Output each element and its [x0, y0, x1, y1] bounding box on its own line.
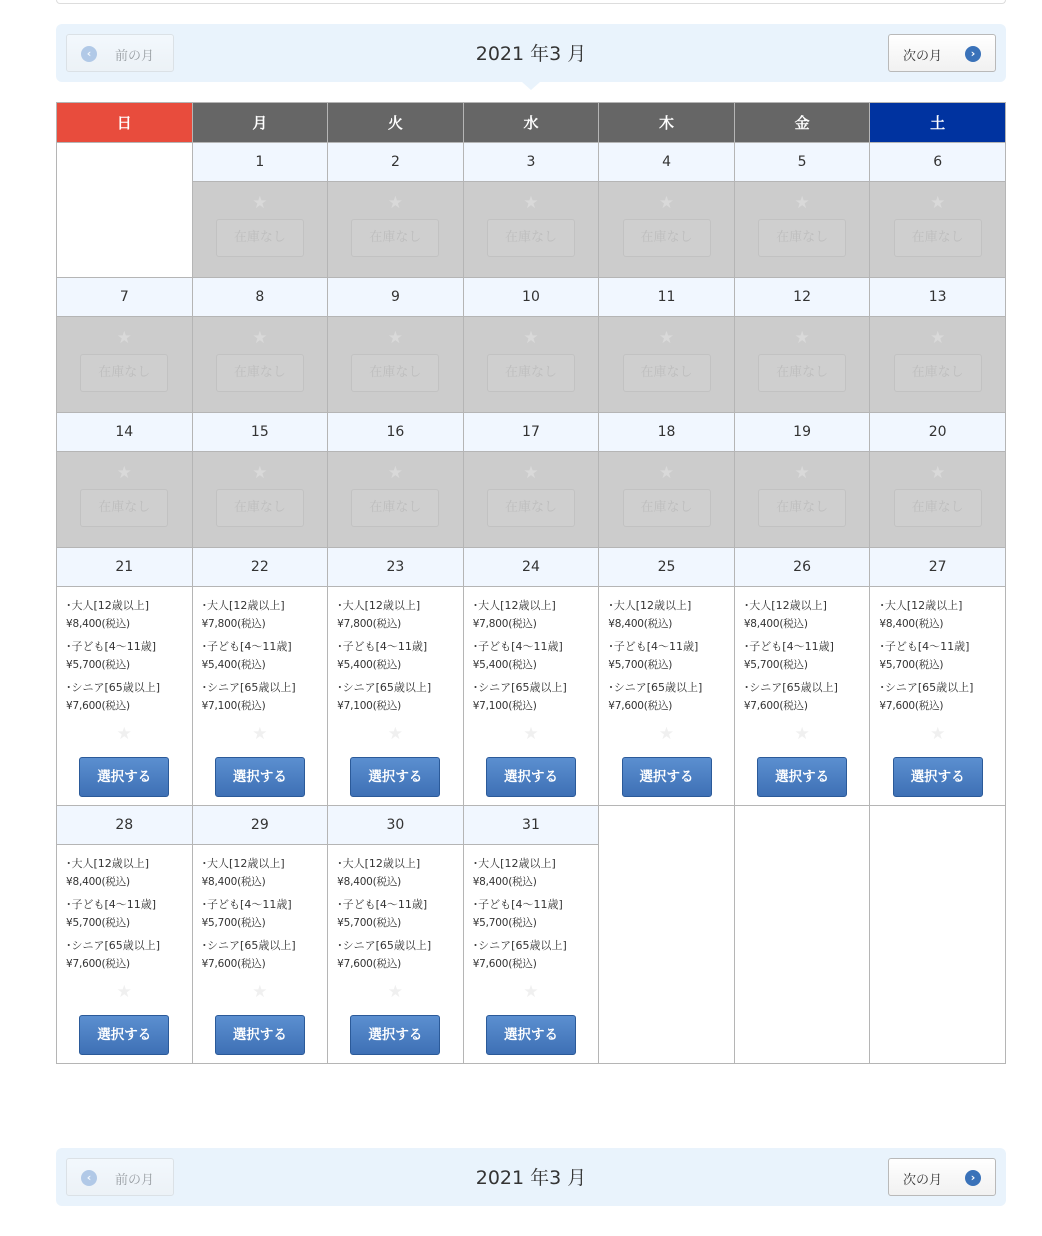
no-stock-button: 在庫なし: [351, 219, 439, 257]
senior-price: ¥7,600(税込): [337, 958, 402, 970]
child-price: ¥5,700(税込): [608, 659, 673, 671]
child-price: ¥5,700(税込): [337, 917, 402, 929]
day-cell-unavailable: [734, 452, 870, 548]
nav-pointer: [522, 82, 540, 90]
day-content-row: [57, 452, 1006, 548]
day-number: 18: [599, 413, 735, 452]
star-icon: ★: [252, 193, 268, 213]
child-price: ¥5,700(税込): [201, 917, 266, 929]
child-price: ¥5,700(税込): [472, 917, 537, 929]
senior-price: ¥7,100(税込): [337, 700, 402, 712]
day-number: 12: [734, 278, 870, 317]
weekday-tue: 火: [328, 103, 464, 143]
senior-price: ¥7,600(税込): [743, 700, 808, 712]
previous-section-box: [56, 0, 1006, 4]
day-cell-available: [870, 587, 1006, 806]
day-cell-available: [57, 587, 193, 806]
day-number: 28: [57, 806, 193, 845]
select-button[interactable]: 選択する: [350, 1015, 440, 1055]
child-label: ･子ども[4～11歳]: [201, 640, 292, 653]
day-number: 3: [463, 143, 599, 182]
adult-label: ･大人[12歳以上]: [608, 599, 692, 612]
day-cell-unavailable: [463, 317, 599, 413]
star-icon: ★: [523, 328, 539, 348]
next-month-button[interactable]: [888, 34, 996, 72]
next-month-button-bottom[interactable]: [888, 1158, 996, 1196]
date-row: [57, 413, 1006, 452]
day-number: 7: [57, 278, 193, 317]
month-nav-bottom: [56, 1148, 1006, 1206]
adult-label: ･大人[12歳以上]: [879, 599, 963, 612]
adult-price: ¥8,400(税込): [472, 876, 537, 888]
no-stock-button: 在庫なし: [351, 489, 439, 527]
weekday-thu: 木: [599, 103, 735, 143]
day-cell-unavailable: [192, 452, 328, 548]
day-number: 30: [328, 806, 464, 845]
star-icon: ★: [658, 724, 675, 744]
adult-price: ¥8,400(税込): [201, 876, 266, 888]
star-icon: ★: [387, 724, 404, 744]
day-cell-unavailable: [599, 182, 735, 278]
empty-day-cell: [599, 806, 735, 1064]
star-icon: ★: [387, 328, 404, 348]
empty-day-cell: [870, 806, 1006, 1064]
senior-price: ¥7,600(税込): [201, 958, 266, 970]
month-title-bottom: 2021 年3 月: [475, 1167, 587, 1189]
senior-price: ¥7,600(税込): [472, 958, 537, 970]
price-list: [328, 587, 463, 715]
day-cell-unavailable: [328, 182, 464, 278]
empty-day-cell: [57, 143, 193, 278]
day-cell-available: [328, 587, 464, 806]
no-stock-button: 在庫なし: [487, 489, 575, 527]
day-content-row: [57, 587, 1006, 806]
day-cell-unavailable: [734, 182, 870, 278]
calendar: [56, 102, 1006, 1064]
child-price: ¥5,700(税込): [879, 659, 944, 671]
child-label: ･子ども[4～11歳]: [472, 898, 563, 911]
price-list: [328, 845, 463, 973]
child-label: ･子ども[4～11歳]: [608, 640, 699, 653]
next-month-label: 次の月: [903, 1173, 943, 1188]
star-icon: ★: [658, 328, 675, 348]
adult-price: ¥8,400(税込): [743, 618, 808, 630]
day-cell-unavailable: [192, 317, 328, 413]
day-number: 20: [870, 413, 1006, 452]
no-stock-button: 在庫なし: [216, 354, 304, 392]
day-number: 21: [57, 548, 193, 587]
child-label: ･子ども[4～11歳]: [879, 640, 970, 653]
adult-price: ¥7,800(税込): [337, 618, 402, 630]
day-number: 23: [328, 548, 464, 587]
adult-label: ･大人[12歳以上]: [66, 599, 150, 612]
child-label: ･子ども[4～11歳]: [66, 640, 157, 653]
price-list: [735, 587, 870, 715]
day-cell-unavailable: [870, 182, 1006, 278]
day-number: 24: [463, 548, 599, 587]
weekday-wed: 水: [463, 103, 599, 143]
select-button[interactable]: 選択する: [893, 757, 983, 797]
adult-label: ･大人[12歳以上]: [337, 599, 421, 612]
adult-label: ･大人[12歳以上]: [472, 599, 556, 612]
day-number: 26: [734, 548, 870, 587]
select-button[interactable]: 選択する: [79, 757, 169, 797]
no-stock-button: 在庫なし: [758, 219, 846, 257]
star-icon: ★: [930, 724, 946, 744]
day-number: 9: [328, 278, 464, 317]
senior-price: ¥7,600(税込): [66, 700, 130, 712]
price-list: [870, 587, 1005, 715]
senior-label: ･シニア[65歳以上]: [743, 681, 838, 694]
no-stock-button: 在庫なし: [758, 489, 846, 527]
senior-label: ･シニア[65歳以上]: [608, 681, 703, 694]
price-list: [464, 587, 599, 715]
adult-label: ･大人[12歳以上]: [472, 857, 556, 870]
no-stock-button: 在庫なし: [758, 354, 846, 392]
chevron-right-circle-icon: ›: [965, 1170, 981, 1186]
star-icon: ★: [658, 463, 675, 483]
day-cell-unavailable: [870, 452, 1006, 548]
day-number: 27: [870, 548, 1006, 587]
day-cell-unavailable: [192, 182, 328, 278]
day-cell-unavailable: [599, 452, 735, 548]
price-list: [464, 845, 599, 973]
day-cell-available: [463, 587, 599, 806]
adult-label: ･大人[12歳以上]: [201, 857, 285, 870]
child-label: ･子ども[4～11歳]: [743, 640, 834, 653]
star-icon: ★: [794, 193, 810, 213]
star-icon: ★: [523, 463, 539, 483]
select-button[interactable]: 選択する: [215, 1015, 305, 1055]
select-button[interactable]: 選択する: [215, 757, 305, 797]
day-number: 22: [192, 548, 328, 587]
day-number: 6: [870, 143, 1006, 182]
day-cell-unavailable: [57, 452, 193, 548]
star-icon: ★: [116, 724, 132, 744]
adult-price: ¥8,400(税込): [608, 618, 673, 630]
select-button[interactable]: 選択する: [350, 757, 440, 797]
day-content-row: [57, 182, 1006, 278]
star-icon: ★: [523, 982, 539, 1002]
day-cell-unavailable: [870, 317, 1006, 413]
child-price: ¥5,400(税込): [201, 659, 266, 671]
senior-label: ･シニア[65歳以上]: [879, 681, 974, 694]
no-stock-button: 在庫なし: [623, 354, 711, 392]
star-icon: ★: [252, 328, 268, 348]
adult-label: ･大人[12歳以上]: [201, 599, 285, 612]
child-price: ¥5,700(税込): [66, 917, 130, 929]
month-title: 2021 年3 月: [475, 43, 587, 65]
day-number: 14: [57, 413, 193, 452]
prev-month-label: 前の月: [115, 49, 155, 64]
star-icon: ★: [387, 463, 404, 483]
day-content-row: [57, 317, 1006, 413]
senior-label: ･シニア[65歳以上]: [201, 681, 296, 694]
no-stock-button: 在庫なし: [894, 489, 982, 527]
day-cell-available: [192, 587, 328, 806]
no-stock-button: 在庫なし: [623, 489, 711, 527]
price-list: [193, 845, 328, 973]
senior-price: ¥7,600(税込): [66, 958, 130, 970]
day-number: 11: [599, 278, 735, 317]
no-stock-button: 在庫なし: [623, 219, 711, 257]
day-cell-unavailable: [463, 452, 599, 548]
star-icon: ★: [252, 982, 268, 1002]
weekday-mon: 月: [192, 103, 328, 143]
star-icon: ★: [523, 724, 539, 744]
star-icon: ★: [116, 982, 132, 1002]
empty-day-cell: [734, 806, 870, 1064]
no-stock-button: 在庫なし: [216, 219, 304, 257]
child-label: ･子ども[4～11歳]: [337, 640, 428, 653]
senior-label: ･シニア[65歳以上]: [472, 681, 567, 694]
date-row: [57, 806, 1006, 845]
senior-label: ･シニア[65歳以上]: [66, 939, 161, 952]
price-list: [57, 587, 192, 715]
adult-label: ･大人[12歳以上]: [337, 857, 421, 870]
select-button[interactable]: 選択する: [486, 1015, 576, 1055]
star-icon: ★: [387, 193, 404, 213]
prev-month-label: 前の月: [115, 1173, 155, 1188]
adult-price: ¥7,800(税込): [201, 618, 266, 630]
price-list: [57, 845, 192, 973]
adult-price: ¥8,400(税込): [337, 876, 402, 888]
adult-price: ¥8,400(税込): [66, 876, 130, 888]
day-cell-available: [734, 587, 870, 806]
weekday-sun: 日: [57, 103, 193, 143]
child-label: ･子ども[4～11歳]: [337, 898, 428, 911]
senior-price: ¥7,100(税込): [472, 700, 537, 712]
weekday-fri: 金: [734, 103, 870, 143]
day-number: 25: [599, 548, 735, 587]
day-number: 4: [599, 143, 735, 182]
star-icon: ★: [658, 193, 675, 213]
day-cell-unavailable: [599, 317, 735, 413]
weekday-header-row: [57, 103, 1006, 143]
no-stock-button: 在庫なし: [80, 354, 168, 392]
senior-label: ･シニア[65歳以上]: [337, 681, 432, 694]
day-number: 15: [192, 413, 328, 452]
no-stock-button: 在庫なし: [894, 354, 982, 392]
adult-price: ¥8,400(税込): [879, 618, 944, 630]
day-cell-available: [328, 845, 464, 1064]
child-price: ¥5,400(税込): [472, 659, 537, 671]
child-price: ¥5,400(税込): [337, 659, 402, 671]
price-list: [599, 587, 734, 715]
day-number: 13: [870, 278, 1006, 317]
month-nav-top: [56, 24, 1006, 82]
select-button[interactable]: 選択する: [79, 1015, 169, 1055]
no-stock-button: 在庫なし: [894, 219, 982, 257]
chevron-right-circle-icon: ›: [965, 46, 981, 62]
star-icon: ★: [930, 463, 946, 483]
select-button[interactable]: 選択する: [757, 757, 847, 797]
day-cell-unavailable: [57, 317, 193, 413]
chevron-left-circle-icon: ‹: [81, 1170, 97, 1186]
day-cell-available: [599, 587, 735, 806]
star-icon: ★: [116, 328, 132, 348]
next-month-label: 次の月: [903, 49, 943, 64]
star-icon: ★: [252, 463, 268, 483]
day-number: 5: [734, 143, 870, 182]
adult-label: ･大人[12歳以上]: [743, 599, 827, 612]
day-number: 1: [192, 143, 328, 182]
day-cell-unavailable: [328, 452, 464, 548]
senior-label: ･シニア[65歳以上]: [201, 939, 296, 952]
no-stock-button: 在庫なし: [80, 489, 168, 527]
day-number: 17: [463, 413, 599, 452]
no-stock-button: 在庫なし: [216, 489, 304, 527]
adult-label: ･大人[12歳以上]: [66, 857, 150, 870]
chevron-left-circle-icon: ‹: [81, 46, 97, 62]
day-cell-unavailable: [463, 182, 599, 278]
day-cell-unavailable: [328, 317, 464, 413]
day-number: 8: [192, 278, 328, 317]
day-number: 31: [463, 806, 599, 845]
star-icon: ★: [252, 724, 268, 744]
no-stock-button: 在庫なし: [487, 354, 575, 392]
child-label: ･子ども[4～11歳]: [201, 898, 292, 911]
adult-price: ¥8,400(税込): [66, 618, 130, 630]
day-number: 16: [328, 413, 464, 452]
price-list: [193, 587, 328, 715]
no-stock-button: 在庫なし: [351, 354, 439, 392]
no-stock-button: 在庫なし: [487, 219, 575, 257]
date-row: [57, 143, 1006, 182]
child-price: ¥5,700(税込): [66, 659, 130, 671]
child-label: ･子ども[4～11歳]: [472, 640, 563, 653]
day-cell-available: [463, 845, 599, 1064]
day-number: 2: [328, 143, 464, 182]
weekday-sat: 土: [870, 103, 1006, 143]
day-cell-unavailable: [734, 317, 870, 413]
senior-price: ¥7,600(税込): [879, 700, 944, 712]
star-icon: ★: [116, 463, 132, 483]
star-icon: ★: [794, 463, 810, 483]
day-number: 29: [192, 806, 328, 845]
senior-label: ･シニア[65歳以上]: [472, 939, 567, 952]
select-button[interactable]: 選択する: [486, 757, 576, 797]
day-number: 19: [734, 413, 870, 452]
senior-price: ¥7,100(税込): [201, 700, 266, 712]
star-icon: ★: [930, 193, 946, 213]
star-icon: ★: [387, 982, 404, 1002]
date-row: [57, 278, 1006, 317]
day-number: 10: [463, 278, 599, 317]
day-cell-available: [192, 845, 328, 1064]
select-button[interactable]: 選択する: [622, 757, 712, 797]
senior-price: ¥7,600(税込): [608, 700, 673, 712]
star-icon: ★: [930, 328, 946, 348]
star-icon: ★: [794, 724, 810, 744]
senior-label: ･シニア[65歳以上]: [66, 681, 161, 694]
star-icon: ★: [523, 193, 539, 213]
child-label: ･子ども[4～11歳]: [66, 898, 157, 911]
date-row: [57, 548, 1006, 587]
adult-price: ¥7,800(税込): [472, 618, 537, 630]
star-icon: ★: [794, 328, 810, 348]
senior-label: ･シニア[65歳以上]: [337, 939, 432, 952]
day-cell-available: [57, 845, 193, 1064]
child-price: ¥5,700(税込): [743, 659, 808, 671]
